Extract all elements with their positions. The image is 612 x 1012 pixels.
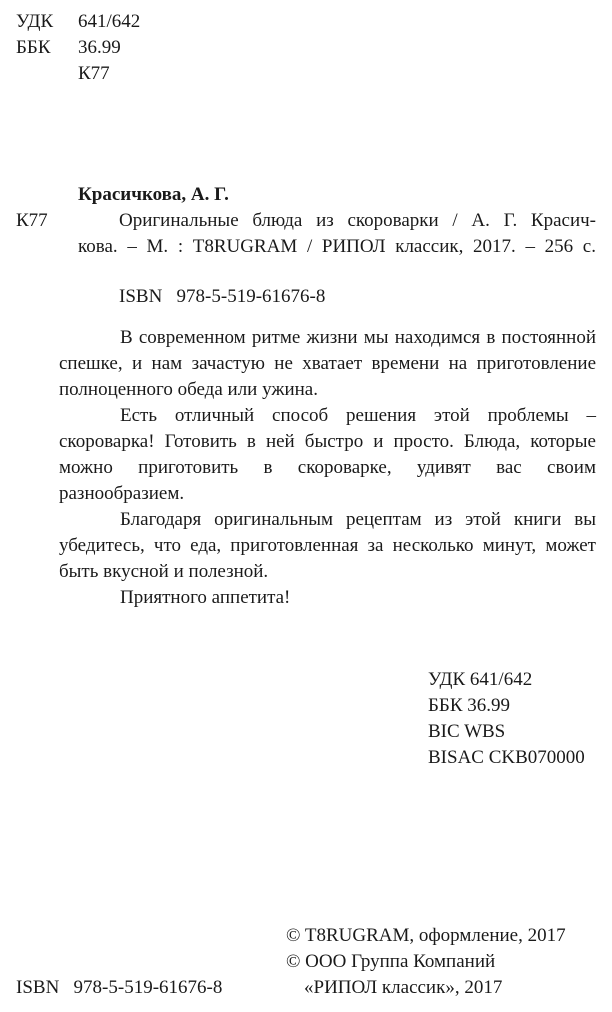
copyright-block bbox=[286, 923, 566, 1001]
top-codes bbox=[16, 9, 140, 87]
author-mark-row bbox=[16, 61, 140, 87]
copyright-line-2: © ООО Группа Компаний bbox=[286, 951, 496, 972]
author-mark: К77 bbox=[78, 63, 110, 84]
annotation bbox=[59, 325, 596, 611]
footer-isbn-label: ISBN bbox=[16, 977, 60, 998]
annotation-paragraph-4: Приятного аппетита! bbox=[120, 587, 291, 608]
udk-row bbox=[16, 9, 140, 35]
udk-label: УДК bbox=[16, 11, 54, 32]
classification-udk: УДК 641/642 bbox=[428, 669, 533, 690]
classification-bic: BIC WBS bbox=[428, 721, 506, 742]
biblio-isbn bbox=[119, 284, 325, 310]
udk-value: 641/642 bbox=[78, 11, 141, 32]
bbk-row bbox=[16, 35, 140, 61]
classification-bisac: BISAC CKB070000 bbox=[428, 747, 585, 768]
bbk-value: 36.99 bbox=[78, 37, 121, 58]
annotation-paragraph-1: В современном ритме жизни мы находимся в постоянной спешке, и нам зачастую не хватает времени на приготовление полноценного обеда или ужина. bbox=[59, 327, 596, 400]
author-name: Красичкова, А. Г. bbox=[78, 184, 229, 205]
description-line-2: кова. – М. : T8RUGRAM / РИПОЛ классик, 2017. – 256 с. bbox=[78, 236, 596, 257]
footer-isbn-value: 978-5-519-61676-8 bbox=[73, 977, 223, 998]
classification-bbk: ББК 36.99 bbox=[428, 695, 510, 716]
biblio-description-cont bbox=[78, 234, 596, 260]
footer-isbn bbox=[16, 975, 222, 1001]
copyright-line-1: © T8RUGRAM, оформление, 2017 bbox=[286, 925, 566, 946]
biblio-mark: К77 bbox=[16, 210, 48, 231]
description-line-1: Оригинальные блюда из скороварки / А. Г. Красич- bbox=[119, 210, 596, 231]
annotation-paragraph-3: Благодаря оригинальным рецептам из этой книги вы убедитесь, что еда, приготовленная за несколько минут, может быть вкусной и полезной. bbox=[59, 509, 596, 582]
bbk-label: ББК bbox=[16, 37, 51, 58]
annotation-paragraph-2: Есть отличный способ решения этой проблемы – скороварка! Готовить в ней быстро и просто. Блюда, которые можно приготовить в скороварке, удивят вас своим разнообразием. bbox=[59, 405, 596, 504]
biblio-description bbox=[119, 208, 596, 234]
classification-block bbox=[428, 667, 585, 771]
copyright-line-3: «РИПОЛ классик», 2017 bbox=[304, 977, 503, 998]
biblio-isbn-value: 978-5-519-61676-8 bbox=[176, 286, 326, 307]
biblio-isbn-label: ISBN bbox=[119, 286, 163, 307]
